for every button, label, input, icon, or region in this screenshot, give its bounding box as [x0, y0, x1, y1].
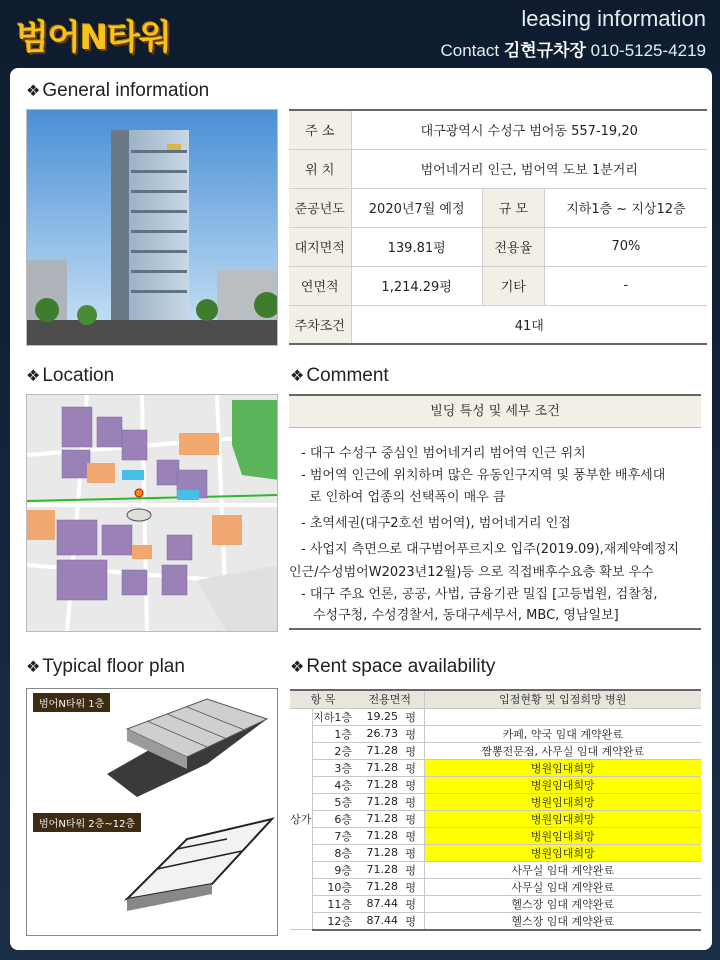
section-location-label: Location — [42, 365, 115, 386]
unit-cell: 평 — [398, 708, 424, 725]
comment-line: - 범어역 인근에 위치하며 많은 유동인구지역 및 풍부한 배후세대 — [301, 468, 666, 483]
completion-value: 2020년7월 예정 — [351, 188, 482, 227]
position-label: 위 치 — [289, 149, 351, 188]
area-cell: 87.44 — [356, 895, 398, 912]
status-cell: 사무실 임대 계약완료 — [424, 861, 701, 878]
area-cell: 71.28 — [356, 827, 398, 844]
unit-cell: 평 — [398, 827, 424, 844]
ratio-label: 전용율 — [482, 227, 544, 266]
leasing-label: leasing information — [521, 6, 706, 31]
floor-cell: 4층 — [312, 776, 356, 793]
land-area-value: 139.81평 — [351, 227, 482, 266]
area-cell: 71.28 — [356, 861, 398, 878]
table-row — [290, 861, 701, 878]
area-cell: 71.28 — [356, 810, 398, 827]
section-comment — [290, 365, 389, 387]
address-label: 주 소 — [289, 110, 351, 149]
completion-label: 준공년도 — [289, 188, 351, 227]
location-map — [26, 394, 278, 632]
etc-label: 기타 — [482, 266, 544, 305]
floor-area-value: 1,214.29평 — [351, 266, 482, 305]
section-general — [26, 80, 209, 102]
section-comment-label: Comment — [306, 365, 389, 386]
status-cell: 사무실 임대 계약완료 — [424, 878, 701, 895]
status-cell: 병원임대희망 — [424, 793, 701, 810]
position-value: 범어네거리 인근, 범어역 도보 1분거리 — [351, 149, 707, 188]
status-cell: 짬뽕전문점, 사무실 임대 계약완료 — [424, 742, 701, 759]
floor-cell: 9층 — [312, 861, 356, 878]
comment-line: - 대구 주요 언론, 공공, 사법, 금융기관 밀집 [고등법원, 검찰청, — [301, 587, 658, 602]
contact-name: 김현규차장 — [503, 41, 586, 60]
diamond-bullet-icon: ❖ — [290, 659, 305, 676]
scale-value: 지하1층 ~ 지상12층 — [544, 188, 707, 227]
floor-tag-upper: 범어N타워 2층~12층 — [33, 813, 141, 832]
section-general-label: General information — [42, 80, 210, 101]
comment-line: - 사업지 측면으로 대구범어푸르지오 입주(2019.09),재계약예정지 — [301, 542, 680, 557]
contact-prefix: Contact — [440, 41, 500, 60]
area-cell: 71.28 — [356, 776, 398, 793]
general-info-table — [289, 109, 707, 345]
floor-cell: 11층 — [312, 895, 356, 912]
unit-cell: 평 — [398, 844, 424, 861]
diamond-bullet-icon: ❖ — [290, 368, 305, 385]
comment-line: 수성구청, 수성경찰서, 동대구세무서, MBC, 영남일보] — [313, 608, 619, 623]
status-cell: 병원임대희망 — [424, 827, 701, 844]
section-location — [26, 365, 114, 387]
table-row — [290, 827, 701, 844]
unit-cell: 평 — [398, 759, 424, 776]
unit-cell: 평 — [398, 725, 424, 742]
table-row — [290, 708, 701, 725]
floor-cell: 2층 — [312, 742, 356, 759]
status-cell: 카페, 약국 임대 계약완료 — [424, 725, 701, 742]
unit-cell: 평 — [398, 776, 424, 793]
table-row — [290, 793, 701, 810]
status-cell: 헬스장 임대 계약완료 — [424, 912, 701, 930]
floor-cell: 7층 — [312, 827, 356, 844]
area-cell: 19.25 — [356, 708, 398, 725]
floor-plan-image — [26, 688, 278, 936]
header-item: 항 목 — [290, 690, 356, 708]
table-row — [290, 912, 701, 930]
floor-cell: 1층 — [312, 725, 356, 742]
parking-label: 주차조건 — [289, 305, 351, 344]
section-floor-plan — [26, 656, 185, 678]
status-cell: 병원임대희망 — [424, 759, 701, 776]
parking-value: 41대 — [351, 305, 707, 344]
building-photo — [26, 109, 278, 346]
unit-cell: 평 — [398, 793, 424, 810]
table-row — [290, 759, 701, 776]
table-row — [290, 878, 701, 895]
scale-label: 규 모 — [482, 188, 544, 227]
comment-heading: 빌딩 특성 및 세부 조건 — [289, 394, 701, 428]
comment-box — [289, 394, 701, 630]
floor-cell: 5층 — [312, 793, 356, 810]
header-status: 입점현황 및 입점희망 병원 — [424, 690, 701, 708]
status-cell: 헬스장 임대 계약완료 — [424, 895, 701, 912]
rent-header-row — [290, 690, 701, 708]
rent-table — [290, 689, 701, 931]
comment-divider — [289, 628, 701, 630]
table-row — [290, 742, 701, 759]
floor-area-label: 연면적 — [289, 266, 351, 305]
status-cell: 병원임대희망 — [424, 844, 701, 861]
section-floor-label: Typical floor plan — [42, 656, 185, 677]
table-row — [290, 895, 701, 912]
diamond-bullet-icon: ❖ — [26, 659, 41, 676]
area-cell: 87.44 — [356, 912, 398, 930]
unit-cell: 평 — [398, 742, 424, 759]
unit-cell: 평 — [398, 912, 424, 930]
floor-tag-1f: 범어N타워 1층 — [33, 693, 110, 712]
status-cell: 병원임대희망 — [424, 776, 701, 793]
floor-cell: 지하1층 — [312, 708, 356, 725]
area-cell: 71.28 — [356, 793, 398, 810]
status-cell: 병원임대희망 — [424, 810, 701, 827]
section-rent — [290, 656, 495, 678]
comment-line: 로 인하여 업종의 선택폭이 매우 큼 — [309, 490, 506, 505]
table-row — [290, 725, 701, 742]
header — [0, 0, 720, 66]
area-cell: 71.28 — [356, 844, 398, 861]
area-cell: 26.73 — [356, 725, 398, 742]
group-label: 상가 — [290, 708, 312, 930]
status-cell — [424, 708, 701, 725]
unit-cell: 평 — [398, 810, 424, 827]
area-cell: 71.28 — [356, 878, 398, 895]
floor-cell: 12층 — [312, 912, 356, 930]
contact-phone: 010-5125-4219 — [590, 41, 706, 60]
address-value: 대구광역시 수성구 범어동 557-19,20 — [351, 110, 707, 149]
building-title: 범어N타워 — [16, 18, 171, 58]
etc-value: - — [544, 266, 707, 305]
table-row — [290, 810, 701, 827]
table-row — [290, 776, 701, 793]
header-area: 전용면적 — [356, 690, 424, 708]
contact-line — [440, 36, 706, 61]
table-row — [290, 844, 701, 861]
floor-cell: 10층 — [312, 878, 356, 895]
unit-cell: 평 — [398, 895, 424, 912]
ratio-value: 70% — [544, 227, 707, 266]
floor-cell: 6층 — [312, 810, 356, 827]
unit-cell: 평 — [398, 861, 424, 878]
area-cell: 71.28 — [356, 742, 398, 759]
area-cell: 71.28 — [356, 759, 398, 776]
diamond-bullet-icon: ❖ — [26, 83, 41, 100]
section-rent-label: Rent space availability — [306, 656, 496, 677]
diamond-bullet-icon: ❖ — [26, 368, 41, 385]
floor-cell: 8층 — [312, 844, 356, 861]
land-area-label: 대지면적 — [289, 227, 351, 266]
unit-cell: 평 — [398, 878, 424, 895]
comment-line: - 대구 수성구 중심인 범어네거리 범어역 인근 위치 — [301, 446, 586, 461]
floor-cell: 3층 — [312, 759, 356, 776]
comment-line: - 초역세권(대구2호선 범어역), 범어네거리 인접 — [301, 516, 571, 531]
comment-line: 인근/수성범어W2023년12월)등 으로 직접배후수요층 확보 우수 — [289, 565, 654, 580]
